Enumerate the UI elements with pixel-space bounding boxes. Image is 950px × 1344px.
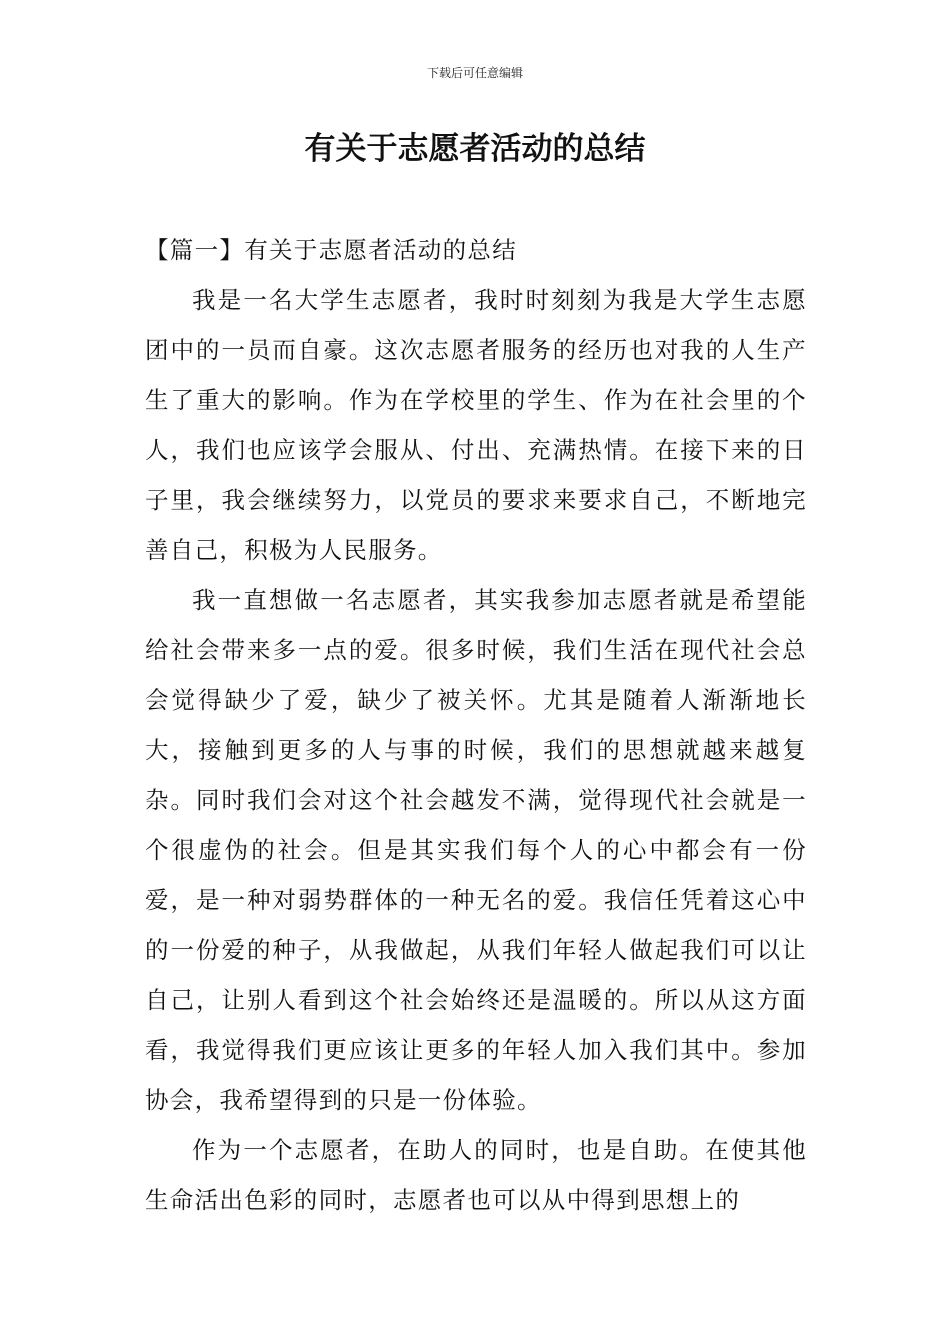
section-heading: 【篇一】有关于志愿者活动的总结 [145, 236, 517, 264]
document-body [145, 225, 807, 1225]
header-note: 下载后可任意编辑 [426, 66, 523, 80]
paragraph-2: 我一直想做一名志愿者，其实我参加志愿者就是希望能给社会带来多一点的爱。很多时候，我们生活在现代社会总会觉得缺少了爱，缺少了被关怀。尤其是随着人渐渐地长大，接触到更多的人与事的时候，我们的思想就越来越复杂。同时我们会对这个社会越发不满，觉得现代社会就是一个很虚伪的社会。但是其实我们每个人的心中都会有一份爱，是一种对弱势群体的一种无名的爱。我信任凭着这心中的一份爱的种子，从我做起，从我们年轻人做起我们可以让自己，让别人看到这个社会始终还是温暖的。所以从这方面看，我觉得我们更应该让更多的年轻人加入我们其中。参加协会，我希望得到的只是一份体验。 [145, 586, 807, 1114]
paragraph-1: 我是一名大学生志愿者，我时时刻刻为我是大学生志愿团中的一员而自豪。这次志愿者服务的经历也对我的人生产生了重大的影响。作为在学校里的学生、作为在社会里的个人，我们也应该学会服从、付出、充满热情。在接下来的日子里，我会继续努力，以党员的要求来要求自己，不断地完善自己，积极为人民服务。 [145, 286, 807, 564]
document-title: 有关于志愿者活动的总结 [304, 131, 646, 167]
paragraph-3: 作为一个志愿者，在助人的同时，也是自助。在使其他生命活出色彩的同时，志愿者也可以从中得到思想上的 [145, 1136, 807, 1214]
